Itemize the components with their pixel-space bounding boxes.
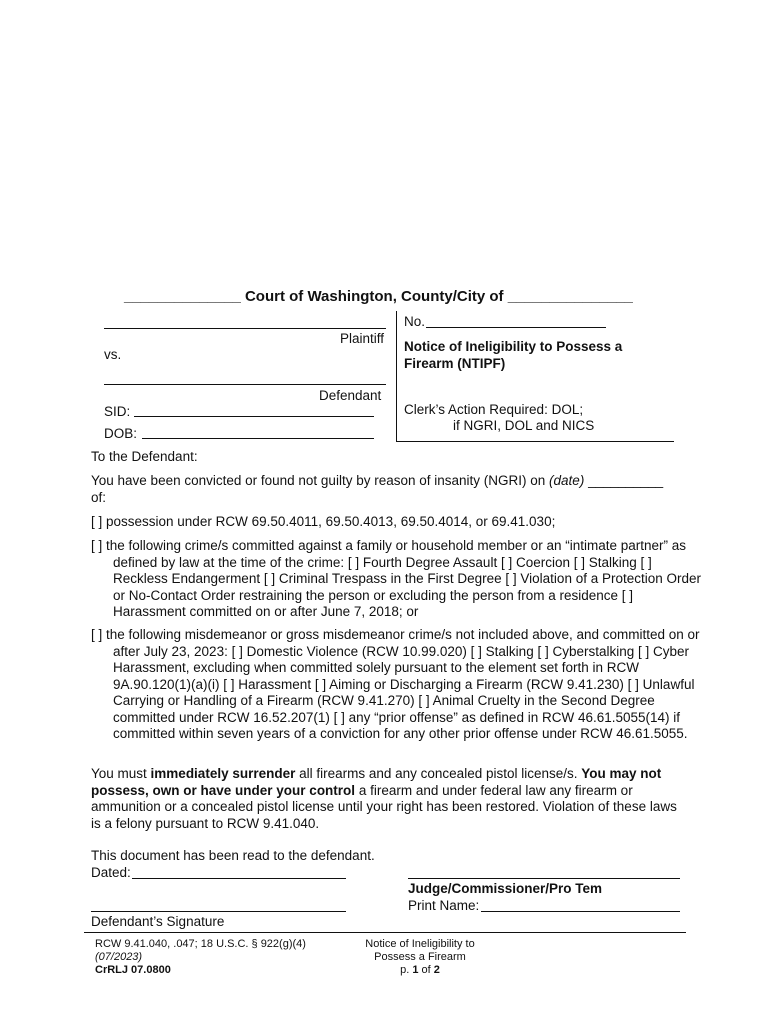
print-name-line — [481, 911, 680, 912]
footer-center — [340, 938, 500, 977]
footer-title-line1: Notice of Ineligibility to — [365, 938, 475, 950]
conviction-statement — [91, 473, 681, 506]
conviction-text: You have been convicted or found not guilty by reason of insanity (NGRI) on — [91, 473, 546, 488]
sid-label: SID: — [104, 404, 131, 419]
footer-rcw-refs: RCW 9.41.040, .047; 18 U.S.C. § 922(g)(4) — [95, 938, 306, 950]
defendant-signature-line — [91, 911, 346, 912]
judge-signature-line — [408, 878, 680, 879]
defendant-name-line — [104, 384, 386, 385]
surrender-text-1: You must — [91, 766, 151, 781]
page-prefix: p. — [400, 964, 413, 976]
document-title — [404, 338, 622, 372]
offense-item-misdemeanor: [ ] the following misdemeanor or gross misdemeanor crime/s not included above, and committed on or after July 23, 2023: [ ] Domestic Violence (RCW 10.99.020) [ ] Stalking [ ] Cyberstalking [ ] Cyber Harassment, excluding when committed solely pursuant to the element set forth in RCW 9A.90.120(1)(a)(i) [ ] Harassment [ ] Aiming or Discharging a Firearm (RCW 9.41.230) [ ] Unlawful Carrying or Handling of a Firearm (RCW 9.41.270) [ ] Animal Cruelty in the Second Degree committed under RCW 16.52.207(1) [ ] any “prior offense” as defined in RCW 46.61.5055(14) if committed within seven years of a conviction for any other prior offense under RCW 46.61.5055. — [91, 627, 700, 741]
footer-rule — [84, 932, 686, 933]
case-number-label: No. — [404, 314, 426, 329]
clerk-action-line2: if NGRI, DOL and NICS — [453, 418, 595, 433]
clerk-action-line1: Clerk’s Action Required: DOL; — [404, 402, 584, 417]
surrender-text-3: a firearm and under federal law any firearm or ammunition or a concealed pistol license until your right has been restored. Violation of these laws is a felony pursuant to RCW 9.41.040. — [91, 782, 677, 831]
plaintiff-name-line — [104, 328, 386, 329]
clerk-action — [404, 402, 594, 434]
sid-field-line — [134, 416, 374, 417]
to-defendant-heading: To the Defendant: — [91, 449, 198, 464]
offense-item-family-crimes: [ ] the following crime/s committed against a family or household member or an “intimate partner” as defined by law at the time of the crime: [ ] Fourth Degree Assault [ ] Coercion [ ] Stalking [ ] Reckless Endangerment [ ] Criminal Trespass in the First Degree [ ] Violation of a Protection Order or No-Contact Order restraining the person or excluding the person from a residence [ ] Harassment committed on or after June 7, 2018; or — [91, 538, 702, 619]
dob-label: DOB: — [104, 426, 138, 441]
footer-title-line2: Possess a Firearm — [374, 951, 466, 963]
surrender-bold-2: You may not possess, own or have under your control — [91, 766, 662, 798]
footer-page-number — [340, 964, 500, 977]
surrender-text-2: all firearms and any concealed pistol license/s. — [295, 766, 582, 781]
caption-divider — [396, 311, 397, 442]
date-label: (date) — [549, 473, 585, 488]
caption-bottom-line — [396, 441, 674, 442]
court-heading — [124, 288, 633, 305]
dated-label: Dated: — [91, 865, 131, 880]
surrender-bold-1: immediately surrender — [150, 766, 296, 781]
page-total: 2 — [433, 964, 440, 976]
page-of: of — [418, 964, 434, 976]
footer-left — [95, 938, 306, 977]
footer-form-number: CrRLJ 07.0800 — [95, 964, 171, 976]
plaintiff-label: Plaintiff — [340, 331, 385, 346]
date-blank: __________ — [588, 473, 664, 488]
offense-item-possession: [ ] possession under RCW 69.50.4011, 69.50.4013, 69.50.4014, or 69.41.030; — [91, 514, 556, 529]
case-number-line — [426, 327, 606, 328]
defendant-signature-label: Defendant’s Signature — [91, 914, 225, 929]
footer-revision-date: (07/2023) — [95, 951, 143, 963]
document-title-line2: Firearm (NTIPF) — [404, 356, 506, 371]
print-name-label: Print Name: — [408, 898, 480, 913]
document-title-line1: Notice of Ineligibility to Possess a — [404, 339, 623, 354]
dated-field-line — [132, 878, 346, 879]
surrender-notice — [91, 766, 681, 832]
of-label: of: — [91, 489, 107, 505]
defendant-label: Defendant — [319, 388, 382, 403]
judge-label: Judge/Commissioner/Pro Tem — [408, 881, 603, 896]
page-current: 1 — [412, 964, 419, 976]
vs-label: vs. — [104, 347, 122, 362]
read-statement: This document has been read to the defendant. — [91, 848, 375, 863]
court-title: Court of Washington, County/City of — [244, 288, 504, 305]
court-prefix-blank: ______________ — [124, 288, 241, 305]
court-suffix-blank: _______________ — [507, 288, 633, 305]
dob-field-line — [142, 438, 374, 439]
